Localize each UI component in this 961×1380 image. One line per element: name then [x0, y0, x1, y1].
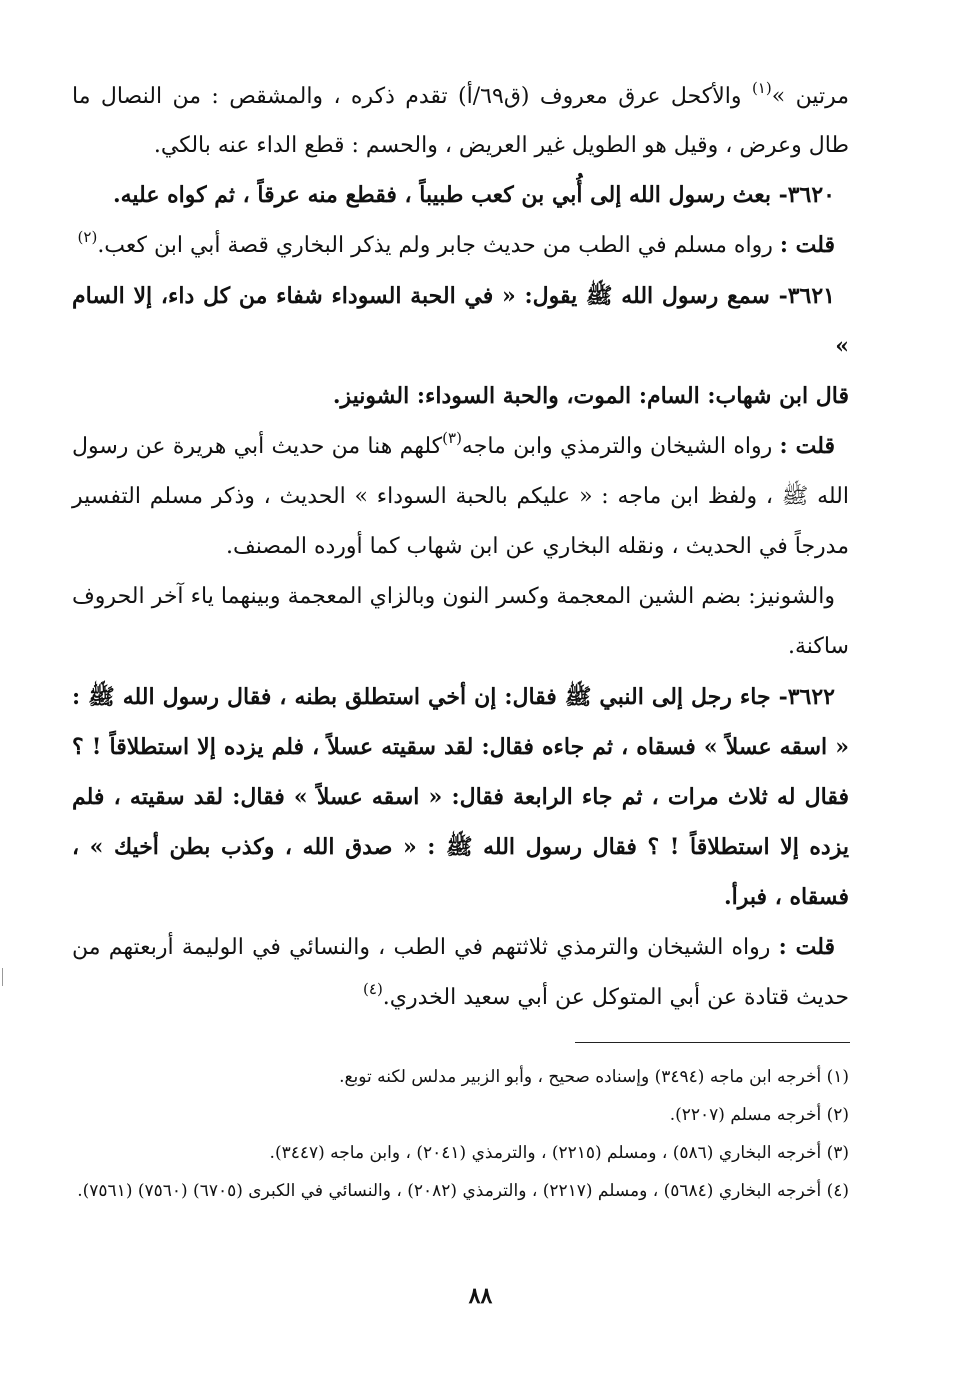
intro-text: مرتين »	[771, 84, 849, 109]
footnote-2: (٢) أخرجه مسلم (٢٢٠٧).	[669, 1105, 849, 1125]
footnote-3: (٣) أخرجه البخاري (٥٨٦) ، ومسلم (٢٢١٥) ، والترمذي (٢٠٤١) ، وابن ماجه (٣٤٤٧).	[269, 1143, 849, 1163]
footnotes	[72, 1058, 849, 1210]
footnote-ref-2[interactable]: (٢)	[77, 228, 98, 246]
comment-3621	[72, 421, 849, 572]
scan-edge-mark	[2, 968, 3, 986]
hadith-3621: ٣٦٢١- سمع رسول الله ﷺ يقول: « في الحبة السوداء شفاء من كل داء، إلا السام »	[72, 283, 849, 359]
hadith-3621-ibn-shihab: قال ابن شهاب: السام: الموت، والحبة السوداء: الشونيز.	[332, 383, 849, 409]
footnote-divider	[575, 1042, 850, 1043]
comment-3620	[72, 220, 849, 271]
footnote-ref-4[interactable]: (٤)	[363, 980, 383, 998]
paragraph-intro	[72, 72, 849, 170]
footnote-4: (٤) أخرجه البخاري (٥٦٨٤) ، ومسلم (٢٢١٧) ، والترمذي (٢٠٨٢) ، والنسائي في الكبرى (٦٧٠٥) (٧٥٦٠) (٧٥٦١).	[77, 1181, 849, 1201]
comment-text: رواه مسلم في الطب من حديث جابر ولم يذكر البخاري قصة أبي ابن كعب.	[97, 233, 780, 258]
comment-label: قلت :	[779, 433, 836, 459]
footnote-ref-1[interactable]: (١)	[751, 79, 772, 97]
page-body	[72, 72, 849, 1023]
comment-label: قلت :	[778, 934, 835, 960]
intro-rest: والأكحل عرق معروف (ق٦٩/أ) تقدم ذكره ، والمشقص : من النصال ما طال وعرض ، وقيل هو الطويل غير العريض ، والحسم : قطع الداء عنه بالكي.	[72, 84, 849, 158]
comment-text: رواه الشيخان والترمذي ثلاثتهم في الطب ، والنسائي في الوليمة أربعتهم من حديث قتادة عن أبي المتوكل عن أبي سعيد الخدري.	[72, 935, 849, 1010]
comment-label: قلت :	[779, 232, 835, 258]
hadith-3622: ٣٦٢٢- جاء رجل إلى النبي ﷺ فقال: إن أخي استطلق بطنه ، فقال رسول الله ﷺ : « اسقه عسلاً » فسقاه ، ثم جاءه فقال: لقد سقيته عسلاً ، فلم يزده إلا استطلاقاً ! ؟ فقال له ثلاث مرات ، ثم جاء الرابعة فقال: « اسقه عسلاً » فقال: لقد سقيته ، فلم يزده إلا استطلاقاً ! ؟ فقال رسول الله ﷺ : « صدق الله ، وكذب بطن أخيك » ، فسقاه ، فبرأ.	[72, 684, 849, 910]
footnote-1: (١) أخرجه ابن ماجه (٣٤٩٤) وإسناده صحيح ، وأبو الزبير مدلس لكنه توبع.	[339, 1067, 849, 1087]
comment-3622	[72, 922, 849, 1023]
footnote-ref-3[interactable]: (٣)	[442, 429, 462, 447]
shoniz-definition: والشونيز: بضم الشين المعجمة وكسر النون وبالزاي المعجمة وبينهما ياء آخر الحروف ساكنة.	[72, 584, 849, 659]
comment-text-a: رواه الشيخان والترمذي وابن ماجه	[461, 434, 780, 459]
page-number: ٨٨	[468, 1283, 493, 1309]
hadith-3620: ٣٦٢٠- بعث رسول الله إلى أُبي بن كعب طبيباً ، فقطع منه عرقاً ، ثم كواه عليه.	[112, 182, 835, 208]
comment-text-b: كلهم هنا من حديث أبي هريرة عن رسول الله ﷺ ، ولفظ ابن ماجه : « عليكم بالحبة السوداء » الحديث ، وذكر مسلم التفسير مدرجاً في الحديث ، ونقله البخاري عن ابن شهاب كما أورده المصنف.	[72, 434, 849, 559]
